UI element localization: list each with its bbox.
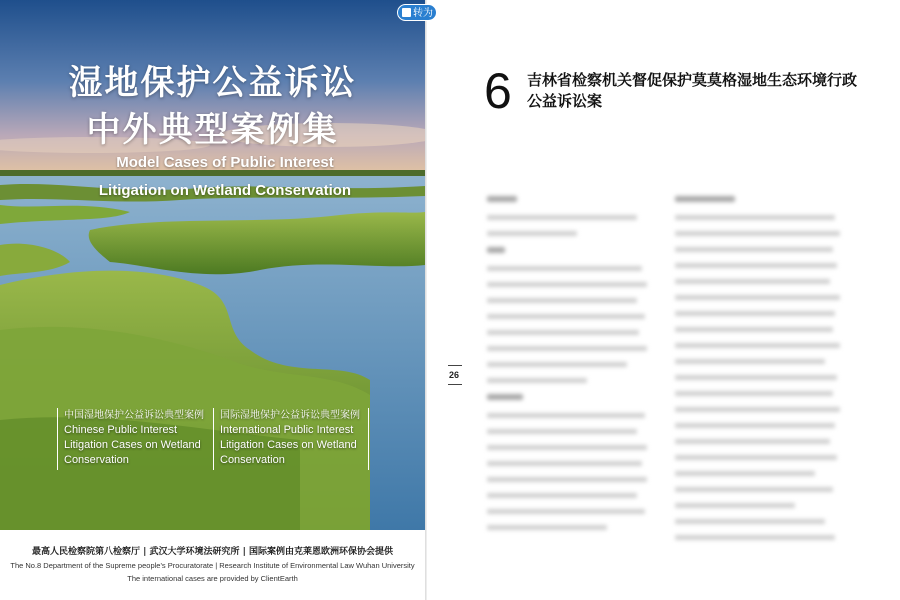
legend-international-cn: 国际湿地保护公益诉讼典型案例 xyxy=(220,410,360,421)
translate-button[interactable] xyxy=(397,4,437,21)
cover-page xyxy=(0,0,433,600)
legend-chinese-en2: Litigation Cases on Wetland xyxy=(64,439,201,451)
translate-icon xyxy=(402,8,411,17)
legend-international-en2: Litigation Cases on Wetland xyxy=(220,439,357,451)
blurred-text-column-right xyxy=(675,190,840,551)
article-page xyxy=(427,0,900,600)
publishers-cn: 最高人民检察院第八检察厅 | 武汉大学环境法研究所 | 国际案例由克莱恩欧洲环保协会提供 xyxy=(31,547,394,557)
legend-chinese-en3: Conservation xyxy=(64,454,129,466)
publishers-en-line1: The No.8 Department of the Supreme people's Procuratorate | Research Institute of Environmental Law Wuhan University xyxy=(10,561,415,570)
case-number: 6 xyxy=(484,63,512,119)
legend-international-en3: Conservation xyxy=(220,454,285,466)
page-number: 26 xyxy=(449,370,460,380)
case-title: 吉林省检察机关督促保护莫莫格湿地生态环境行政公益诉讼案 xyxy=(527,71,858,110)
legend-international-en1: International Public Interest xyxy=(220,424,354,436)
blurred-text-column-left xyxy=(487,190,647,541)
page-number-rule-top xyxy=(448,365,462,366)
page-number-rule-bottom xyxy=(448,384,462,385)
cover-title-cn-line2: 中外典型案例集 xyxy=(86,110,339,150)
legend-international-cases xyxy=(213,408,369,470)
legend-chinese-cases xyxy=(57,408,212,470)
legend-chinese-en1: Chinese Public Interest xyxy=(64,424,178,436)
cover-title-en-line1: Model Cases of Public Interest xyxy=(116,154,334,171)
publishers-en-line2: The international cases are provided by ClientEarth xyxy=(127,574,298,583)
legend-chinese-cn: 中国湿地保护公益诉讼典型案例 xyxy=(64,410,204,421)
cover-title-en-line2: Litigation on Wetland Conservation xyxy=(98,182,352,199)
cover-title-cn-line1: 湿地保护公益诉讼 xyxy=(68,63,357,103)
translate-button-label: 转为 xyxy=(413,8,433,19)
